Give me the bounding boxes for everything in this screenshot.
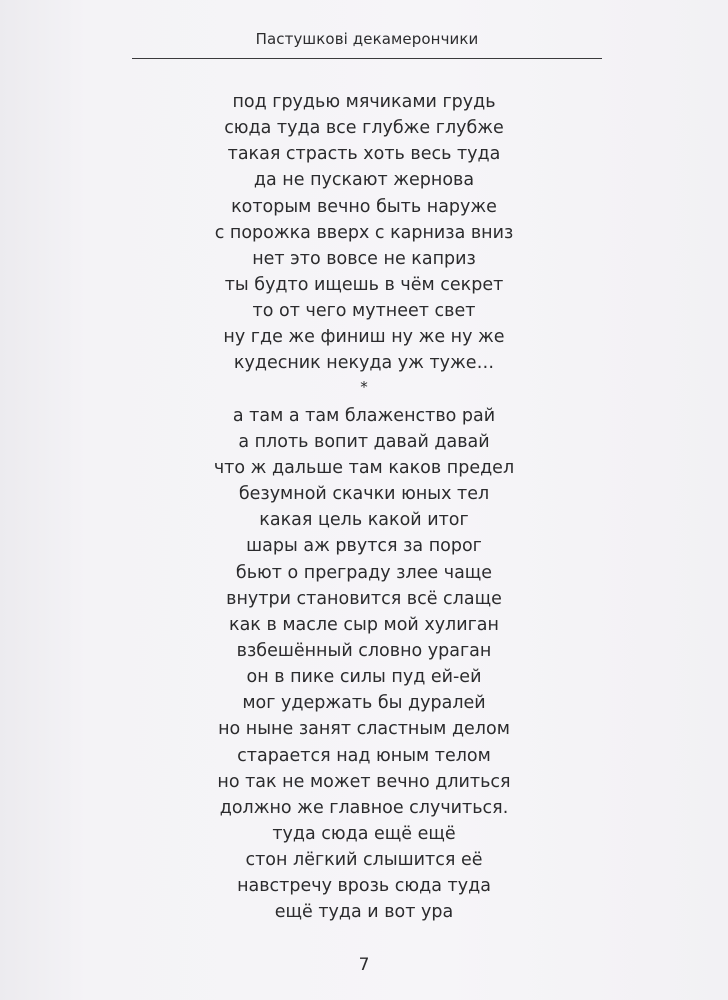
poem-line: безумной скачки юных тел [238,484,490,505]
poem-line: кудесник некуда уж туже… [233,353,495,374]
poem-line: стон лёгкий слышится её [245,850,483,871]
poem-line: шары аж рвутся за порог [246,536,482,557]
poem-line: ты будто ищешь в чём секрет [224,274,504,295]
poem-line: которым вечно быть наруже [231,196,497,217]
poem-line: такая страсть хоть весь туда [227,144,501,165]
poem-line: сюда туда все глубже глубже [224,118,504,139]
poem-line: что ж дальше там каков предел [213,457,515,478]
poem-line: да не пускают жернова [253,170,475,191]
poem-line: нет это вовсе не каприз [252,248,476,269]
stanza-separator-asterisk: * [360,377,368,396]
poem-line: ещё туда и вот ура [274,902,454,923]
poem-line: но ныне занят сластным делом [218,719,510,740]
poem-line: ну где же финиш ну же ну же [223,327,505,348]
page-number: 7 [358,955,370,975]
poem-line: старается над юным телом [237,745,491,766]
poem-line: туда сюда ещё ещё [272,823,456,844]
poem-line: он в пике силы пуд ей-ей [246,667,482,688]
poem-line: мог удержать бы дуралей [242,693,486,714]
poem-line: а там а там блаженство рай [232,405,496,426]
running-title: Пастушкові декамерончики [255,30,479,48]
poem-line: должно же главное случиться. [219,797,509,818]
poem-line: а плоть вопит давай давай [238,431,490,452]
poem-text [0,89,728,926]
poem-line: как в масле сыр мой хулиган [229,614,499,635]
poem-line: под грудью мячиками грудь [232,92,496,112]
poem-line: какая цель какой итог [259,510,469,531]
poem-line: взбешённый словно ураган [236,640,492,661]
poem-line: с порожка вверх с карниза вниз [214,222,514,243]
poem-line: то от чего мутнеет свет [252,301,476,322]
poem-line: внутри становится всё слаще [226,588,502,609]
poem-line: навстречу врозь сюда туда [237,876,491,897]
header-divider [132,58,602,59]
poem-line: бьют о преграду злее чаще [235,562,493,583]
poem-line: но так не может вечно длиться [217,771,511,792]
